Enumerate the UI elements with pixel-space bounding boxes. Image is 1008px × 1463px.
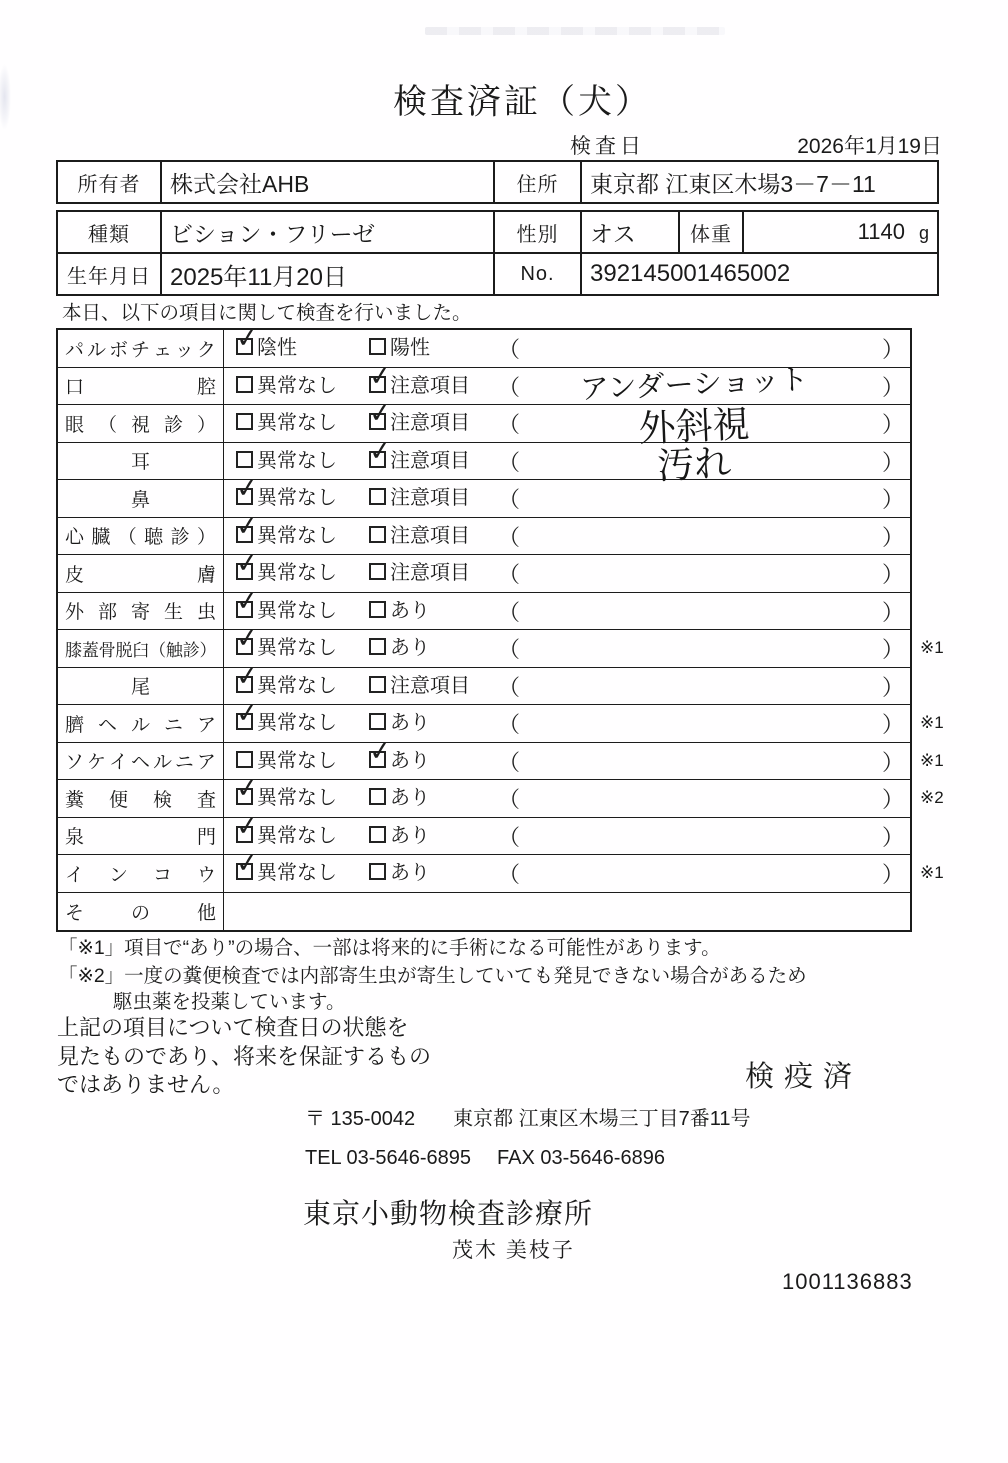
label-char: ニ xyxy=(174,752,194,774)
label-char: 診 xyxy=(170,527,190,549)
label-char: ル xyxy=(86,339,106,361)
label-char: ェ xyxy=(152,339,172,361)
option-label: 異常なし xyxy=(257,787,337,809)
close-paren: ） xyxy=(882,862,905,887)
disclaimer-line: 上記の項目について検査日の状態を xyxy=(57,1015,409,1040)
exam-row-label xyxy=(58,593,224,630)
exam-row-content xyxy=(224,434,910,487)
exam-row-label xyxy=(58,668,224,705)
exam-row-content xyxy=(224,734,910,780)
weight-unit: g xyxy=(918,223,929,243)
close-paren: ） xyxy=(882,562,905,587)
label-char: ソ xyxy=(65,752,85,774)
close-paren: ） xyxy=(882,524,905,550)
exam-row-label xyxy=(58,893,224,931)
inspection-date-label: 検査日 xyxy=(570,135,645,158)
checked-checkbox-icon xyxy=(234,809,261,843)
handwritten-note: 汚れ xyxy=(656,441,733,487)
label-char: 診 xyxy=(182,640,200,660)
open-paren: （ xyxy=(498,524,521,550)
checked-checkbox-icon xyxy=(234,621,261,656)
clinic-name: 東京小動物検査診療所 xyxy=(303,1198,594,1229)
animal-table xyxy=(56,210,939,296)
option-label: 注意項目 xyxy=(390,562,470,584)
handwritten-note: 外斜視 xyxy=(637,403,751,450)
checked-checkbox-icon xyxy=(234,546,261,581)
close-paren: ） xyxy=(882,487,905,512)
close-paren: ） xyxy=(882,787,905,812)
exam-row xyxy=(58,434,910,487)
checked-checkbox-icon xyxy=(367,396,394,431)
label-char: イ xyxy=(65,864,85,886)
option-label: 異常なし xyxy=(257,562,337,584)
disclaimer-statement xyxy=(57,1014,431,1100)
veterinarian-name: 茂木 美枝子 xyxy=(452,1239,575,1262)
checked-checkbox-icon xyxy=(234,771,261,806)
exam-option xyxy=(234,696,337,741)
unchecked-checkbox-icon xyxy=(369,826,386,843)
exam-row xyxy=(58,509,910,556)
clinic-address: 東京都 江東区木場三丁目7番11号 xyxy=(453,1108,751,1130)
label-char: 蓋 xyxy=(81,640,99,660)
label-char: 鼻 xyxy=(130,489,150,511)
label-char: 外 xyxy=(65,602,85,624)
label-char: ケ xyxy=(86,752,106,774)
close-paren: ） xyxy=(882,599,905,625)
handwritten-checkmark-icon: ✓ xyxy=(234,509,261,543)
reference-mark: ※2 xyxy=(920,788,944,807)
label-char: ア xyxy=(196,752,216,774)
exam-row-label xyxy=(58,368,224,405)
label-char: 骨 xyxy=(98,640,116,660)
exam-row-label xyxy=(58,855,224,892)
handwritten-checkmark-icon: ✓ xyxy=(234,471,261,506)
label-char: 便 xyxy=(108,789,128,811)
label-char: ア xyxy=(196,714,216,736)
label-char: 視 xyxy=(130,414,150,436)
option-label: 陰性 xyxy=(257,337,297,359)
option-label: 異常なし xyxy=(257,749,337,772)
exam-row xyxy=(58,584,910,631)
exam-option xyxy=(236,405,337,441)
open-paren: （ xyxy=(498,637,521,662)
close-paren: ） xyxy=(882,412,905,437)
unchecked-checkbox-icon xyxy=(369,638,386,655)
label-char: イ xyxy=(108,752,128,774)
weight-number: 1140 xyxy=(857,219,905,244)
disclaimer-line: ではありません。 xyxy=(57,1072,235,1097)
exam-row xyxy=(58,893,910,931)
exam-row-label xyxy=(58,330,224,367)
label-char: 膚 xyxy=(196,564,216,586)
clinic-tel: TEL 03-5646-6895 xyxy=(305,1147,472,1169)
checked-checkbox-icon xyxy=(234,846,261,881)
weight-value xyxy=(743,211,938,253)
open-paren: （ xyxy=(498,487,521,512)
label-char: 査 xyxy=(196,789,216,811)
exam-row-label xyxy=(58,518,224,555)
breed-value: ビション・フリーゼ xyxy=(161,211,494,253)
weight-label: 体重 xyxy=(679,211,743,253)
label-char: ル xyxy=(130,714,150,736)
label-char: 糞 xyxy=(65,789,85,811)
exam-row xyxy=(58,809,910,856)
address-label: 住所 xyxy=(494,161,581,203)
option-label: 異常なし xyxy=(257,712,337,734)
label-char: 検 xyxy=(152,789,172,811)
option-label: あり xyxy=(390,599,430,622)
option-label: 注意項目 xyxy=(390,374,470,397)
unchecked-checkbox-icon xyxy=(369,788,386,805)
option-label: あり xyxy=(390,824,430,847)
unchecked-checkbox-icon xyxy=(236,376,253,393)
option-label: 異常なし xyxy=(257,637,337,659)
checked-checkbox-icon xyxy=(234,584,261,618)
exam-row-label xyxy=(58,443,224,480)
close-paren: ） xyxy=(882,337,905,362)
exam-row-content xyxy=(224,893,910,931)
exam-row-label xyxy=(58,480,224,517)
label-char: ニ xyxy=(163,714,183,736)
handwritten-checkmark-icon: ✓ xyxy=(234,846,261,881)
no-label: No. xyxy=(494,253,581,295)
footnote-1: 「※1」項目で“あり”の場合、一部は将来的に手術になる可能性があります。 xyxy=(58,937,721,959)
exam-row-label xyxy=(58,818,224,855)
label-char: 皮 xyxy=(65,564,85,586)
handwritten-checkmark-icon: ✓ xyxy=(234,321,261,356)
open-paren: （ xyxy=(498,674,521,700)
open-paren: （ xyxy=(498,449,521,475)
close-paren: ） xyxy=(882,674,905,700)
label-char: パ xyxy=(65,339,85,361)
exam-option xyxy=(369,480,470,516)
reference-mark: ※1 xyxy=(920,750,944,770)
exam-row-label xyxy=(58,780,224,817)
label-char: ヘ xyxy=(130,752,150,774)
label-char: 心 xyxy=(65,527,85,549)
handwritten-checkmark-icon: ✓ xyxy=(367,359,394,393)
exam-row-content xyxy=(224,659,910,705)
label-char: 触 xyxy=(165,640,183,660)
open-paren: （ xyxy=(498,562,521,587)
exam-option xyxy=(367,434,470,479)
checked-checkbox-icon xyxy=(367,734,394,768)
checked-checkbox-icon xyxy=(234,509,261,543)
label-char: 診 xyxy=(163,414,183,436)
close-paren: ） xyxy=(882,749,905,775)
exam-row-content xyxy=(224,546,910,592)
exam-row-content xyxy=(224,584,910,630)
label-char: （ xyxy=(97,414,117,436)
birthdate-value: 2025年11月20日 xyxy=(161,253,494,295)
scan-artifact-top xyxy=(425,27,725,35)
clinic-postal-line xyxy=(305,1102,751,1131)
intro-sentence: 本日、以下の項目に関して検査を行いました。 xyxy=(62,302,472,324)
option-label: 異常なし xyxy=(257,599,337,622)
unchecked-checkbox-icon xyxy=(369,676,386,693)
unchecked-checkbox-icon xyxy=(369,601,386,618)
disclaimer-line: 見たものであり、将来を保証するもの xyxy=(57,1043,432,1069)
option-label: 異常なし xyxy=(257,524,337,547)
label-char: の xyxy=(130,902,150,924)
exam-table-rows xyxy=(56,321,944,932)
clinic-fax: FAX 03-5646-6896 xyxy=(497,1147,665,1169)
sex-label: 性別 xyxy=(494,211,581,253)
label-char: 虫 xyxy=(196,602,216,624)
option-label: 陽性 xyxy=(390,337,430,359)
checked-checkbox-icon xyxy=(367,359,394,393)
label-char: 生 xyxy=(163,602,183,624)
label-char: 聴 xyxy=(144,527,164,549)
owner-table xyxy=(56,160,939,204)
label-char: ン xyxy=(108,864,128,886)
exam-option xyxy=(236,368,337,404)
option-label: 異常なし xyxy=(257,824,337,847)
birthdate-label: 生年月日 xyxy=(57,253,161,295)
option-label: あり xyxy=(390,712,430,734)
unchecked-checkbox-icon xyxy=(236,451,253,468)
checked-checkbox-icon xyxy=(234,659,261,693)
exam-row xyxy=(58,846,944,893)
reference-mark: ※1 xyxy=(920,638,944,657)
option-label: あり xyxy=(390,637,430,659)
label-char: 門 xyxy=(196,827,216,849)
exam-option xyxy=(369,555,470,591)
exam-row-content xyxy=(224,771,910,817)
exam-option xyxy=(234,321,297,366)
exam-row-content xyxy=(224,509,910,555)
label-char: 膝 xyxy=(65,640,82,660)
handwritten-checkmark-icon: ✓ xyxy=(367,396,394,431)
option-label: 注意項目 xyxy=(390,674,470,697)
exam-option xyxy=(234,846,337,891)
label-char: 眼 xyxy=(65,414,85,436)
close-paren: ） xyxy=(882,449,905,475)
option-label: 異常なし xyxy=(257,374,337,397)
label-char: 尾 xyxy=(130,677,150,699)
sex-value: オス xyxy=(581,211,679,253)
exam-row-label xyxy=(58,630,224,667)
label-char: 泉 xyxy=(65,827,85,849)
exam-row-content xyxy=(224,621,910,667)
close-paren: ） xyxy=(882,824,905,850)
close-paren: ） xyxy=(882,637,905,662)
exam-option xyxy=(367,734,430,779)
label-char: ボ xyxy=(108,339,128,361)
unchecked-checkbox-icon xyxy=(369,563,386,580)
exam-row xyxy=(58,696,944,743)
breed-label: 種類 xyxy=(57,211,161,253)
handwritten-checkmark-icon: ✓ xyxy=(234,809,261,843)
exam-row xyxy=(58,734,944,781)
label-char: ヘ xyxy=(97,714,117,736)
handwritten-checkmark-icon: ✓ xyxy=(234,771,261,806)
label-char: ） xyxy=(196,414,216,436)
handwritten-checkmark-icon: ✓ xyxy=(234,696,261,731)
footnote-2-continued: 駆虫薬を投薬しています。 xyxy=(113,991,346,1013)
option-label: 注意項目 xyxy=(390,524,470,547)
exam-row-content xyxy=(224,471,910,517)
exam-row-content xyxy=(224,846,910,892)
label-char: 口 xyxy=(65,377,85,399)
option-label: 異常なし xyxy=(257,449,337,472)
close-paren: ） xyxy=(882,374,905,400)
option-label: あり xyxy=(390,862,430,884)
unchecked-checkbox-icon xyxy=(369,863,386,880)
label-char: チ xyxy=(130,339,150,361)
label-char: 寄 xyxy=(130,602,150,624)
label-char: 部 xyxy=(97,602,117,624)
inspection-date-value: 2026年1月19日 xyxy=(797,135,942,158)
label-char: 耳 xyxy=(130,452,150,474)
option-label: 異常なし xyxy=(257,862,337,884)
label-char: 脱 xyxy=(115,640,132,660)
label-char: （ xyxy=(149,640,166,660)
handwritten-checkmark-icon: ✓ xyxy=(367,734,394,768)
address-value: 東京都 江東区木場3－7－11 xyxy=(581,161,938,203)
label-char: ル xyxy=(152,752,172,774)
clinic-tel-line xyxy=(305,1147,665,1170)
unchecked-checkbox-icon xyxy=(369,713,386,730)
label-char: ） xyxy=(196,527,216,549)
footnote-2: 「※2」一度の糞便検査では内部寄生虫が寄生していても発見できない場合があるため xyxy=(58,965,807,987)
exam-row-content xyxy=(224,809,910,855)
label-char: 腔 xyxy=(196,377,216,399)
exam-option xyxy=(369,668,470,704)
clinic-postal-code: 〒 135-0042 xyxy=(305,1108,416,1130)
unchecked-checkbox-icon xyxy=(236,751,253,768)
exam-row-label xyxy=(58,555,224,592)
unchecked-checkbox-icon xyxy=(369,488,386,505)
exam-row xyxy=(58,659,910,706)
open-paren: （ xyxy=(498,337,521,362)
scan-artifact-left-edge xyxy=(0,64,11,130)
exam-row-label xyxy=(58,405,224,442)
checked-checkbox-icon xyxy=(234,321,261,356)
open-paren: （ xyxy=(498,787,521,812)
label-char: 臓 xyxy=(91,527,111,549)
open-paren: （ xyxy=(498,712,521,737)
open-paren: （ xyxy=(498,749,521,775)
reference-mark: ※1 xyxy=(920,863,944,882)
open-paren: （ xyxy=(498,374,521,400)
unchecked-checkbox-icon xyxy=(369,526,386,543)
unchecked-checkbox-icon xyxy=(236,413,253,430)
label-char: （ xyxy=(117,527,137,549)
label-char: 臍 xyxy=(65,714,85,736)
exam-row xyxy=(58,621,944,668)
option-label: 異常なし xyxy=(257,412,337,434)
document-title: 検査済証（犬） xyxy=(393,83,652,121)
checked-checkbox-icon xyxy=(234,696,261,731)
open-paren: （ xyxy=(498,824,521,850)
exam-row xyxy=(58,546,910,593)
option-label: 異常なし xyxy=(257,674,337,697)
reference-mark: ※1 xyxy=(920,713,944,732)
checked-checkbox-icon xyxy=(234,471,261,506)
handwritten-checkmark-icon: ✓ xyxy=(234,584,261,618)
exam-row xyxy=(58,771,944,818)
label-char: ） xyxy=(199,640,216,660)
open-paren: （ xyxy=(498,599,521,625)
label-char: ッ xyxy=(174,339,194,361)
open-paren: （ xyxy=(498,862,521,887)
handwritten-note: アンダーショット xyxy=(579,363,809,406)
exam-option xyxy=(369,593,430,629)
label-char: 臼 xyxy=(132,640,149,660)
handwritten-checkmark-icon: ✓ xyxy=(234,659,261,693)
option-label: 異常なし xyxy=(257,487,337,509)
label-char: コ xyxy=(152,864,172,886)
exam-row-content xyxy=(224,696,910,742)
option-label: あり xyxy=(390,749,430,772)
exam-option xyxy=(369,855,430,891)
label-char: ク xyxy=(196,339,216,361)
exam-option xyxy=(369,518,470,554)
option-label: あり xyxy=(390,787,430,809)
label-char: ウ xyxy=(196,864,216,886)
serial-number: 1001136883 xyxy=(782,1269,913,1294)
label-char: そ xyxy=(65,902,85,924)
exam-option xyxy=(369,780,430,816)
handwritten-checkmark-icon: ✓ xyxy=(234,621,261,656)
quarantine-stamp-text: 検疫済 xyxy=(745,1061,863,1093)
close-paren: ） xyxy=(882,712,905,737)
owner-label: 所有者 xyxy=(57,161,161,203)
option-label: 注意項目 xyxy=(390,487,470,509)
label-char: 他 xyxy=(196,902,216,924)
exam-option xyxy=(369,630,430,666)
exam-row-label xyxy=(58,743,224,780)
option-label: 注意項目 xyxy=(390,412,470,434)
open-paren: （ xyxy=(498,412,521,437)
handwritten-checkmark-icon: ✓ xyxy=(367,434,394,468)
exam-row-label xyxy=(58,705,224,742)
unchecked-checkbox-icon xyxy=(369,338,386,355)
no-value: 392145001465002 xyxy=(581,253,938,295)
option-label: 注意項目 xyxy=(390,449,470,472)
owner-value: 株式会社AHB xyxy=(161,161,494,203)
exam-option xyxy=(369,818,430,854)
checked-checkbox-icon xyxy=(367,434,394,468)
exam-row xyxy=(58,471,910,518)
handwritten-checkmark-icon: ✓ xyxy=(234,546,261,581)
